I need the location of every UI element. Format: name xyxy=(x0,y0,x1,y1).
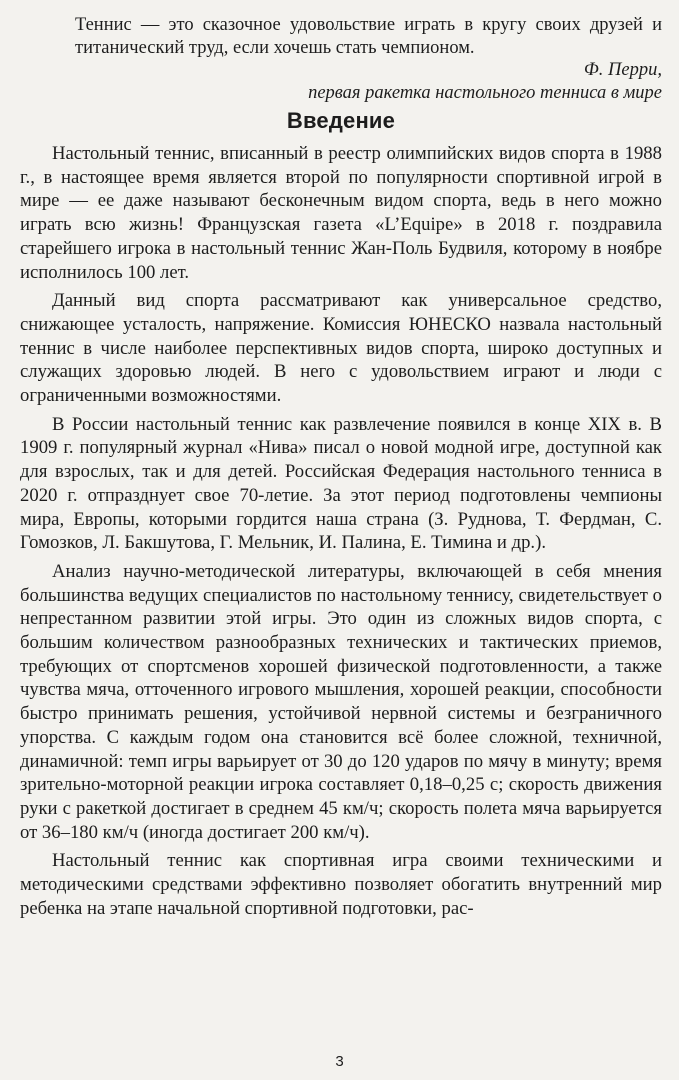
paragraph: Настольный теннис, вписанный в реестр олимпийских видов спорта в 1988 г., в настоящее время является второй по популярности спортивной игрой в мире — ее даже называют бесконечным видом спорта, ведь в него можно играть всю жизнь! Французская газета «L’Equipe» в 2018 г. поздравила старейшего игрока в настольный теннис Жан-Поль Будвиля, которому в ноябре исполнилось 100 лет. xyxy=(20,143,662,283)
epigraph xyxy=(20,14,662,104)
paragraph: Данный вид спорта рассматривают как универсальное средство, снижающее усталость, напряжение. Комиссия ЮНЕСКО назвала настольный теннис в числе наиболее перспективных видов спорта, широко доступных и служащих здоровью людей. В него с удовольствием играют и люди с ограниченными возможностями. xyxy=(20,290,662,407)
paragraph: Настольный теннис как спортивная игра своими техническими и методическими средствами эффективно позволяет обогатить внутренний мир ребенка на этапе начальной спортивной подготовки, рас- xyxy=(20,850,662,919)
epigraph-author: Ф. Перри, xyxy=(583,60,662,80)
paragraph: Анализ научно-методической литературы, включающей в себя мнения большинства ведущих специалистов по настольному теннису, свидетельствует о непрестанном развитии этой игры. Это один из сложных видов спорта, с большим количеством разнообразных технических и тактических приемов, требующих от спортсменов хорошей физической подготовленности, а также чувства мяча, отточенного игрового мышления, хорошей реакции, способности быстро принимать решения, устойчивой нервной системы и безграничного упорства. С каждым годом она становится всё более сложной, техничной, динамичной: темп игры варьирует от 30 до 120 ударов по мячу в минуту; время зрительно-моторной реакции игрока составляет 0,18–0,25 с; скорость движения руки с ракеткой достигает в среднем 45 км/ч; скорость полета мяча варьируется от 36–180 км/ч (иногда достигает 200 км/ч). xyxy=(20,560,662,843)
chapter-title: Введение xyxy=(286,108,396,133)
paragraph: В России настольный теннис как развлечение появился в конце XIX в. В 1909 г. популярный журнал «Нива» писал о новой модной игре, доступной как для взрослых, так и для детей. Российская Федерация настольного тенниса в 2020 г. отпразднует свое 70-летие. За этот период подготовлены чемпионы мира, Европы, которыми гордится наша страна (З. Руднова, Т. Фердман, С. Гомозков, Л. Бакшутова, Г. Мельник, И. Палина, Е. Тимина и др.). xyxy=(20,413,662,554)
page-number: 3 xyxy=(335,1053,344,1070)
epigraph-author-credit: первая ракетка настольного тенниса в мире xyxy=(308,82,662,103)
epigraph-quote: Теннис — это сказочное удовольствие играть в кругу своих друзей и титанический труд, если хочешь стать чемпионом. xyxy=(75,15,662,58)
body-text xyxy=(20,142,662,921)
